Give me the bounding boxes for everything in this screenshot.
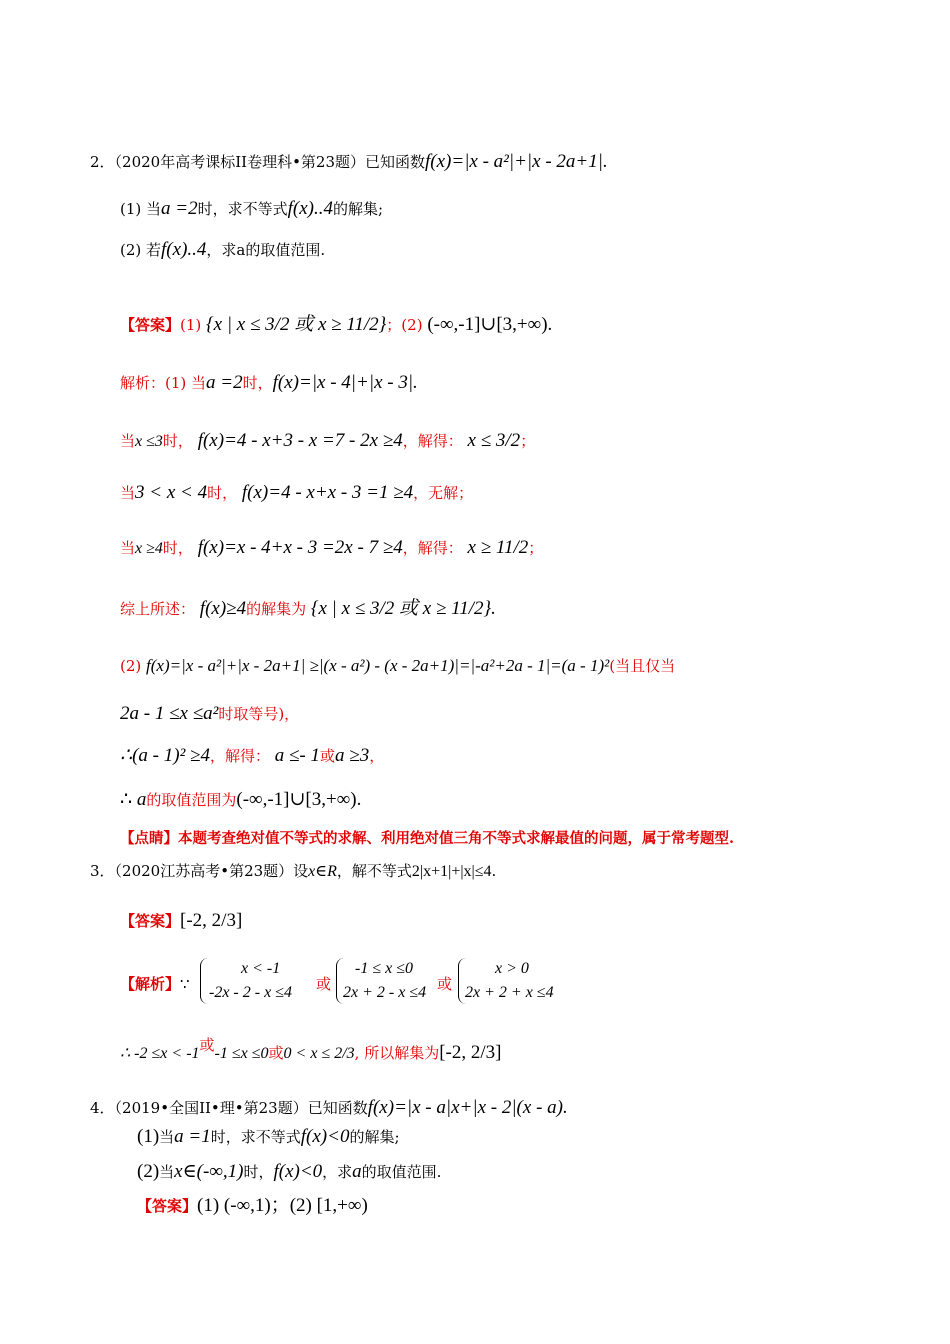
q2-solution-intro — [120, 372, 418, 394]
q2-s2-solve-or: 或 — [320, 747, 336, 765]
q2-sol-intro-text-b: 时， — [242, 374, 273, 392]
q2-s2-solve-end: ， — [369, 747, 385, 765]
q2-s2-solve-a1: a ≤- 1 — [274, 745, 321, 766]
q2-p1-math-b: f(x)..4 — [287, 198, 333, 219]
q2-p1-text-c: 的解集; — [333, 200, 384, 218]
q2-case1-end: ； — [520, 432, 536, 450]
q4-part1 — [137, 1126, 400, 1148]
q3-sys1-line2: -2x - 2 - x ≤4 — [209, 984, 292, 1001]
q2-s2-inequality: f(x)=|x - a²|+|x - 2a+1| ≥|(x - a²) - (x - 2a+1)|=|-a²+2a - 1|=(a - 1)² — [146, 656, 610, 675]
q2-p2-text-a: (2) 若 — [120, 241, 162, 259]
q4-p2-number: (2) — [137, 1161, 160, 1182]
q2-source: （2020年高考课标II卷理科•第23题）已知函数 — [114, 153, 426, 171]
q3-math-domain: x∈R — [308, 863, 337, 880]
q2-answer-1-number: (1) — [180, 316, 202, 334]
q2-case3-result: x ≥ 11/2 — [467, 537, 529, 558]
q2-case1-text-c: ，解得： — [402, 432, 463, 450]
q2-case1-text-a: 当 — [120, 432, 136, 450]
q2-s2-solve-ineq: ∴(a - 1)² ≥4 — [120, 745, 210, 766]
q2-case2-text-b: 时， — [207, 484, 238, 502]
q3-system-2 — [336, 958, 437, 1004]
q4-number: 4． — [90, 1099, 115, 1117]
q2-case3-text-c: ，解得： — [402, 539, 463, 557]
q3-answer-label: 【答案】 — [120, 912, 181, 930]
q2-part2-solution — [120, 655, 675, 677]
q4-answer — [137, 1195, 368, 1217]
q2-case3-end: ； — [528, 539, 544, 557]
q2-summary-text-b: 的解集为 — [246, 600, 307, 618]
q2-summary — [120, 598, 496, 620]
q2-s2-equality-cond: 2a - 1 ≤x ≤a² — [120, 703, 219, 724]
q4-p2-math-b: f(x)<0 — [273, 1161, 323, 1182]
q2-sol-intro-text: 解析：(1) 当 — [120, 374, 207, 392]
q4-p1-math-b: f(x)<0 — [300, 1126, 350, 1147]
q4-p1-text-b: 时，求不等式 — [210, 1128, 301, 1146]
q2-case3-cond: x ≥4 — [135, 540, 163, 557]
q3-sys2-line1: -1 ≤ x ≤0 — [355, 960, 413, 977]
q3-or-1: 或 — [316, 975, 332, 993]
q2-sol-intro-func: f(x)=|x - 4|+|x - 3|. — [272, 372, 418, 393]
q2-case2-cond: 3 < x < 4 — [135, 482, 208, 503]
q2-s2-var: a — [136, 789, 147, 810]
q2-case2-func: f(x)=4 - x+x - 3 =1 ≥4 — [241, 482, 414, 503]
q2-s2-solve-text: ，解得： — [209, 747, 270, 765]
q2-summary-result: {x | x ≤ 3/2 或 x ≥ 11/2}. — [310, 598, 496, 619]
q4-p2-text-b: 时， — [243, 1163, 274, 1181]
q2-s2-number: (2) — [120, 657, 142, 675]
q2-case1-func: f(x)=4 - x+3 - x =7 - 2x ≥4 — [197, 430, 403, 451]
q3-number: 3． — [90, 862, 115, 880]
q2-s2-range-text: 的取值范围为 — [146, 791, 237, 809]
q2-answer-1: {x | x ≤ 3/2 或 x ≥ 11/2} — [206, 314, 387, 335]
q2-case1-result: x ≤ 3/2 — [467, 430, 521, 451]
q4-p2-text-d: 的取值范围. — [361, 1163, 442, 1181]
q3-solution-label-line — [120, 973, 190, 995]
q3-answer-value: [-2, 2/3] — [180, 910, 243, 931]
q4-function: f(x)=|x - a|x+|x - 2|(x - a). — [367, 1097, 568, 1118]
q2-answer-2-number: (2) — [401, 316, 423, 334]
q2-part2-solve — [120, 745, 384, 767]
q2-case-1 — [120, 430, 535, 453]
q2-s2-solve-a2: a ≥3 — [335, 745, 370, 766]
q2-p1-math-a: a =2 — [161, 198, 198, 219]
q2-answer-separator: ； — [386, 316, 402, 334]
q3-header — [90, 860, 496, 883]
q3-or-2: 或 — [437, 975, 453, 993]
q2-answer-label: 【答案】 — [120, 316, 181, 334]
q2-answer — [120, 314, 552, 336]
q2-p1-text-a: (1) 当 — [120, 200, 162, 218]
q2-case1-cond: x ≤3 — [135, 433, 163, 450]
q4-source: （2019•全国II•理•第23题）已知函数 — [114, 1099, 368, 1117]
q3-conclusion — [120, 1036, 502, 1065]
q3-sys3-line2: 2x + 2 + x ≤4 — [465, 984, 554, 1001]
q2-case3-text-a: 当 — [120, 539, 136, 557]
q2-part2-range — [120, 789, 361, 811]
q4-header — [90, 1097, 568, 1119]
q4-p1-math: a =1 — [174, 1126, 211, 1147]
q4-p2-var: a — [352, 1161, 362, 1182]
q2-s2-equality-text: 时取等号)， — [218, 705, 300, 723]
q2-p2-math: f(x)..4 — [161, 239, 207, 260]
q3-con-range3: 0 < x ≤ 2/3 — [283, 1045, 355, 1062]
q3-source: （2020江苏高考•第23题）设 — [114, 862, 309, 880]
q3-answer — [120, 910, 242, 932]
q2-number: 2． — [90, 153, 115, 171]
q4-p1-number: (1) — [137, 1126, 160, 1147]
q3-con-text: , 所以解集为 — [354, 1044, 440, 1062]
q2-s2-therefore: ∴ — [120, 789, 133, 810]
q2-header — [90, 151, 608, 173]
q2-case-2 — [120, 482, 473, 504]
q3-solution-label: 【解析】 — [120, 975, 181, 993]
q2-part1 — [120, 198, 383, 220]
q3-con-result: [-2, 2/3] — [439, 1042, 502, 1063]
q4-answer-label: 【答案】 — [137, 1197, 198, 1215]
q2-summary-func: f(x)≥4 — [199, 598, 247, 619]
q4-p2-math: x∈(-∞,1) — [174, 1161, 244, 1182]
q2-case2-text-c: ，无解； — [413, 484, 474, 502]
q3-con-range1: ∴ -2 ≤x < -1 — [120, 1045, 200, 1062]
q2-case1-text-b: 时， — [162, 432, 193, 450]
q2-s2-range-result: (-∞,-1]∪[3,+∞). — [236, 789, 362, 810]
q3-system-3 — [458, 958, 563, 1004]
q3-end: . — [491, 862, 497, 880]
q3-system-1 — [200, 958, 319, 1004]
q2-function: f(x)=|x - a²|+|x - 2a+1|. — [425, 151, 608, 172]
q2-answer-2: (-∞,-1]∪[3,+∞). — [427, 314, 553, 335]
q4-p1-text-a: 当 — [159, 1128, 175, 1146]
q2-p1-text-b: 时，求不等式 — [197, 200, 288, 218]
q2-case3-func: f(x)=x - 4+x - 3 =2x - 7 ≥4 — [197, 537, 403, 558]
q4-part2 — [137, 1161, 441, 1183]
q4-answer-value: (1) (-∞,1)；(2) [1,+∞) — [197, 1195, 368, 1216]
q2-s2-note: (当且仅当 — [609, 657, 676, 675]
q3-sys3-line1: x > 0 — [495, 960, 529, 977]
q4-p2-text-c: ，求 — [322, 1163, 353, 1181]
q3-con-or2: 或 — [268, 1044, 284, 1062]
q3-math-inequality: 2|x+1|+|x|≤4 — [411, 863, 492, 880]
q2-p2-text-b: ，求a的取值范围. — [206, 241, 326, 259]
q2-case-3 — [120, 537, 543, 560]
q3-con-or1: 或 — [199, 1036, 215, 1054]
q4-p2-text-a: 当 — [159, 1163, 175, 1181]
q4-p1-text-c: 的解集; — [349, 1128, 400, 1146]
q2-sol-intro-math: a =2 — [206, 372, 243, 393]
q2-comment: 【点睛】本题考查绝对值不等式的求解、利用绝对值三角不等式求解最值的问题，属于常考题型. — [120, 830, 735, 847]
q3-because: ∵ — [180, 975, 190, 993]
q2-summary-text-a: 综上所述： — [120, 600, 196, 618]
q3-sys1-line1: x < -1 — [241, 960, 281, 977]
q2-case3-text-b: 时， — [162, 539, 193, 557]
q2-part2 — [120, 239, 325, 261]
q2-case2-text-a: 当 — [120, 484, 136, 502]
q2-part2-equality — [120, 703, 299, 725]
q3-sys2-line2: 2x + 2 - x ≤4 — [343, 984, 427, 1001]
q3-text-mid: ，解不等式 — [336, 862, 412, 880]
q3-con-range2: -1 ≤x ≤0 — [214, 1045, 269, 1062]
